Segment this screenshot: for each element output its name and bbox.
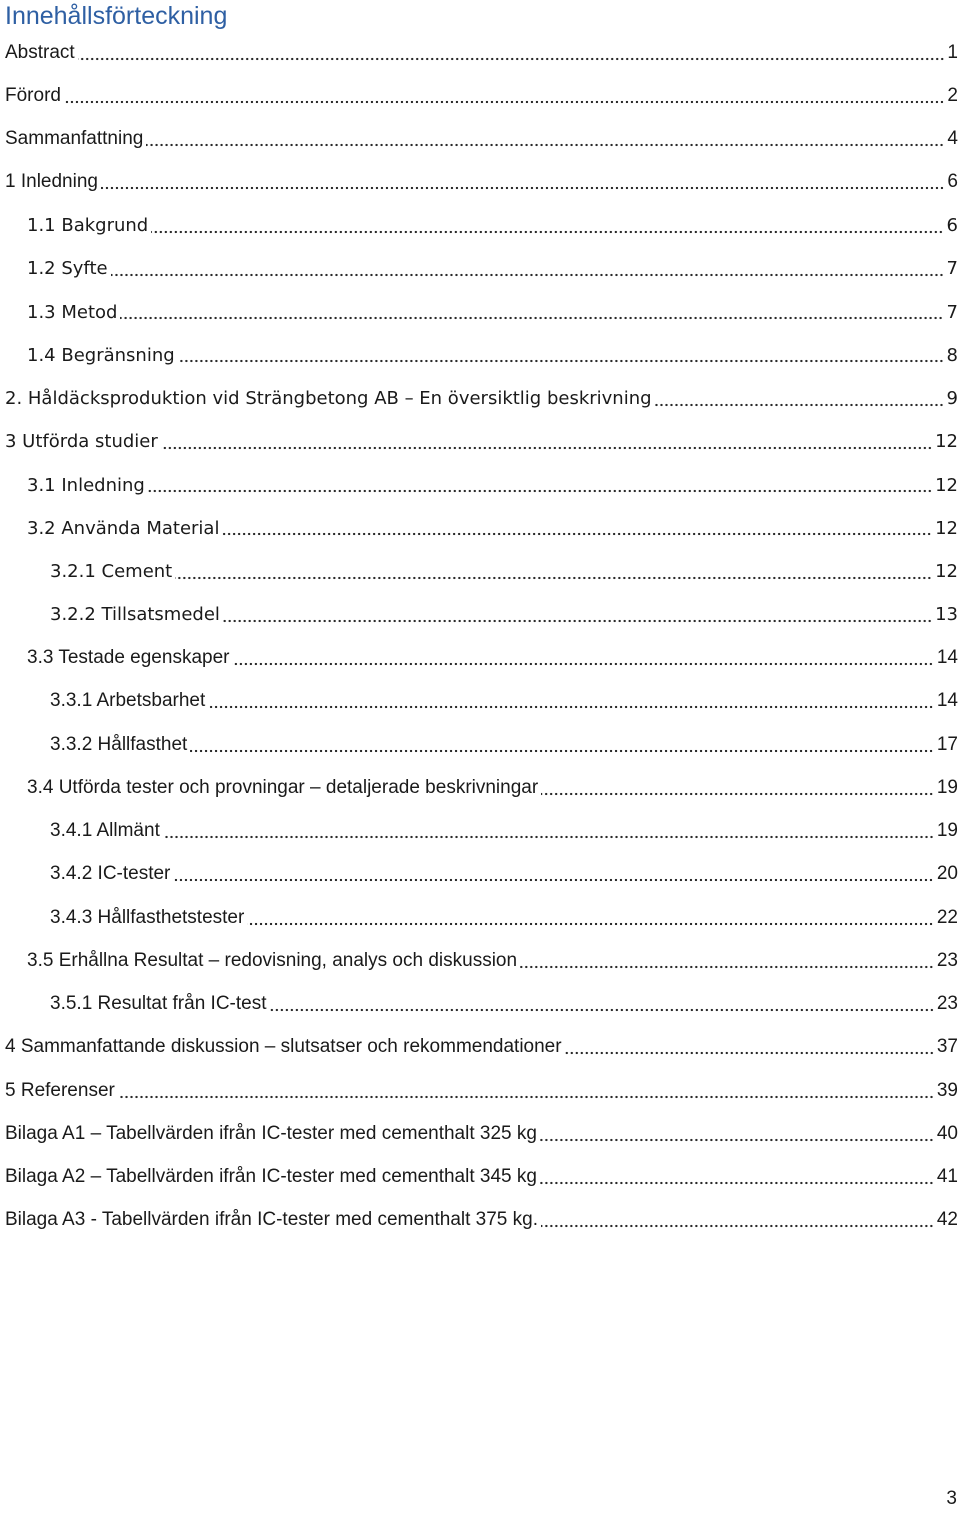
toc-title: Innehållsförteckning — [5, 2, 228, 30]
toc-entry[interactable] — [0, 853, 960, 896]
dot-leader — [118, 1095, 934, 1099]
toc-entry[interactable] — [0, 896, 960, 939]
dot-leader — [541, 792, 934, 796]
toc-entry[interactable] — [0, 1026, 960, 1069]
toc-entry-page: 7 — [946, 258, 958, 280]
dot-leader — [247, 922, 934, 926]
toc-entry[interactable] — [0, 464, 960, 507]
toc-entry[interactable] — [0, 1069, 960, 1112]
dot-leader — [161, 446, 932, 450]
toc-entry[interactable] — [0, 74, 960, 117]
dot-leader — [565, 1051, 934, 1055]
toc-entry-page: 7 — [946, 301, 958, 323]
dot-leader — [78, 57, 945, 61]
toc-list — [0, 31, 960, 1242]
toc-entry-page: 6 — [946, 215, 958, 237]
toc-entry-page: 23 — [936, 993, 958, 1015]
toc-entry-page: 9 — [946, 388, 958, 410]
toc-entry[interactable] — [0, 1112, 960, 1155]
toc-entry[interactable] — [0, 766, 960, 809]
toc-entry-label: 2. Håldäcksproduktion vid Strängbetong AB – En översiktlig beskrivning — [5, 388, 652, 410]
toc-entry-page: 42 — [936, 1209, 958, 1231]
toc-entry-page: 22 — [936, 906, 958, 928]
dot-leader — [146, 143, 944, 147]
toc-entry-label: 4 Sammanfattande diskussion – slutsatser och rekommendationer — [5, 1036, 562, 1058]
toc-entry-label: 3.3.1 Arbetsbarhet — [50, 690, 206, 712]
toc-entry-page: 1 — [947, 41, 958, 63]
dot-leader — [520, 965, 934, 969]
toc-entry[interactable] — [0, 939, 960, 982]
toc-entry-label: 3.4.2 IC-tester — [50, 863, 171, 885]
toc-entry-page: 14 — [936, 690, 958, 712]
toc-entry-label: Sammanfattning — [5, 128, 144, 150]
toc-entry-label: 3.5 Erhållna Resultat – redovisning, analys och diskussion — [27, 949, 518, 971]
toc-entry[interactable] — [0, 1199, 960, 1242]
toc-entry-page: 37 — [936, 1036, 958, 1058]
toc-entry-page: 41 — [936, 1166, 958, 1188]
toc-entry[interactable] — [0, 161, 960, 204]
toc-entry-page: 20 — [936, 863, 958, 885]
toc-entry-page: 17 — [936, 733, 958, 755]
dot-leader — [270, 1008, 934, 1012]
dot-leader — [655, 403, 944, 407]
toc-entry[interactable] — [0, 247, 960, 290]
toc-entry[interactable] — [0, 983, 960, 1026]
toc-entry-page: 8 — [946, 344, 958, 366]
toc-entry-label: Förord — [5, 84, 61, 106]
toc-entry[interactable] — [0, 723, 960, 766]
toc-entry-label: Bilaga A1 – Tabellvärden ifrån IC-tester med cementhalt 325 kg — [5, 1122, 537, 1144]
toc-entry-page: 19 — [936, 776, 958, 798]
dot-leader — [540, 1138, 934, 1142]
toc-entry-label: 3.3.2 Hållfasthet — [50, 733, 188, 755]
toc-entry[interactable] — [0, 291, 960, 334]
dot-leader — [151, 230, 943, 234]
toc-entry[interactable] — [0, 334, 960, 377]
toc-entry-page: 12 — [935, 517, 958, 539]
toc-entry-label: 3 Utförda studier — [5, 431, 158, 453]
toc-entry-label: 3.2.1 Cement — [50, 561, 173, 583]
dot-leader — [540, 1181, 934, 1185]
dot-leader — [64, 100, 944, 104]
toc-entry-page: 12 — [935, 474, 958, 496]
toc-entry-page: 4 — [947, 128, 958, 150]
toc-entry[interactable] — [0, 420, 960, 463]
toc-entry-label: 3.1 Inledning — [27, 474, 145, 496]
toc-entry[interactable] — [0, 680, 960, 723]
toc-entry-page: 39 — [936, 1079, 958, 1101]
toc-entry-label: 3.4 Utförda tester och provningar – detaljerade beskrivningar — [27, 776, 539, 798]
toc-entry-label: 1.3 Metod — [27, 301, 118, 323]
toc-entry-label: Bilaga A3 - Tabellvärden ifrån IC-tester med cementhalt 375 kg. — [5, 1209, 538, 1231]
dot-leader — [190, 749, 934, 753]
dot-leader — [223, 619, 932, 623]
toc-entry-label: 1.2 Syfte — [27, 258, 108, 280]
toc-entry-label: 3.2.2 Tillsatsmedel — [50, 604, 220, 626]
toc-entry[interactable] — [0, 204, 960, 247]
toc-entry[interactable] — [0, 31, 960, 74]
toc-entry-page: 19 — [936, 820, 958, 842]
toc-entry-page: 40 — [936, 1122, 958, 1144]
dot-leader — [178, 359, 944, 363]
toc-entry-label: 1 Inledning — [5, 171, 98, 193]
toc-entry-page: 2 — [947, 84, 958, 106]
toc-entry[interactable] — [0, 507, 960, 550]
dot-leader — [120, 316, 943, 320]
toc-entry-label: 1.4 Begränsning — [27, 344, 175, 366]
toc-entry[interactable] — [0, 637, 960, 680]
toc-entry-label: 3.2 Använda Material — [27, 517, 220, 539]
page-number: 3 — [946, 1488, 957, 1509]
dot-leader — [175, 576, 932, 580]
toc-entry[interactable] — [0, 593, 960, 636]
toc-entry-page: 6 — [947, 171, 958, 193]
toc-entry-label: 5 Referenser — [5, 1079, 115, 1101]
toc-entry-page: 14 — [936, 647, 958, 669]
toc-entry-label: Bilaga A2 – Tabellvärden ifrån IC-tester med cementhalt 345 kg — [5, 1166, 537, 1188]
toc-entry[interactable] — [0, 118, 960, 161]
toc-entry-page: 12 — [935, 561, 958, 583]
toc-entry[interactable] — [0, 810, 960, 853]
toc-entry-page: 12 — [935, 431, 958, 453]
toc-entry-page: 23 — [936, 949, 958, 971]
dot-leader — [222, 532, 932, 536]
toc-entry-label: 3.5.1 Resultat från IC-test — [50, 993, 267, 1015]
toc-entry-label: 3.4.3 Hållfasthetstester — [50, 906, 245, 928]
toc-entry-label: 3.3 Testade egenskaper — [27, 647, 230, 669]
dot-leader — [101, 186, 944, 190]
toc-entry[interactable] — [0, 550, 960, 593]
dot-leader — [232, 662, 933, 666]
toc-entry[interactable] — [0, 377, 960, 420]
dot-leader — [208, 705, 934, 709]
toc-entry[interactable] — [0, 1156, 960, 1199]
toc-entry-page: 13 — [935, 604, 958, 626]
dot-leader — [111, 273, 944, 277]
toc-entry-label: Abstract — [5, 41, 75, 63]
dot-leader — [163, 835, 934, 839]
toc-entry-label: 3.4.1 Allmänt — [50, 820, 160, 842]
toc-entry-label: 1.1 Bakgrund — [27, 215, 149, 237]
dot-leader — [148, 489, 932, 493]
dot-leader — [541, 1224, 934, 1228]
dot-leader — [173, 878, 933, 882]
